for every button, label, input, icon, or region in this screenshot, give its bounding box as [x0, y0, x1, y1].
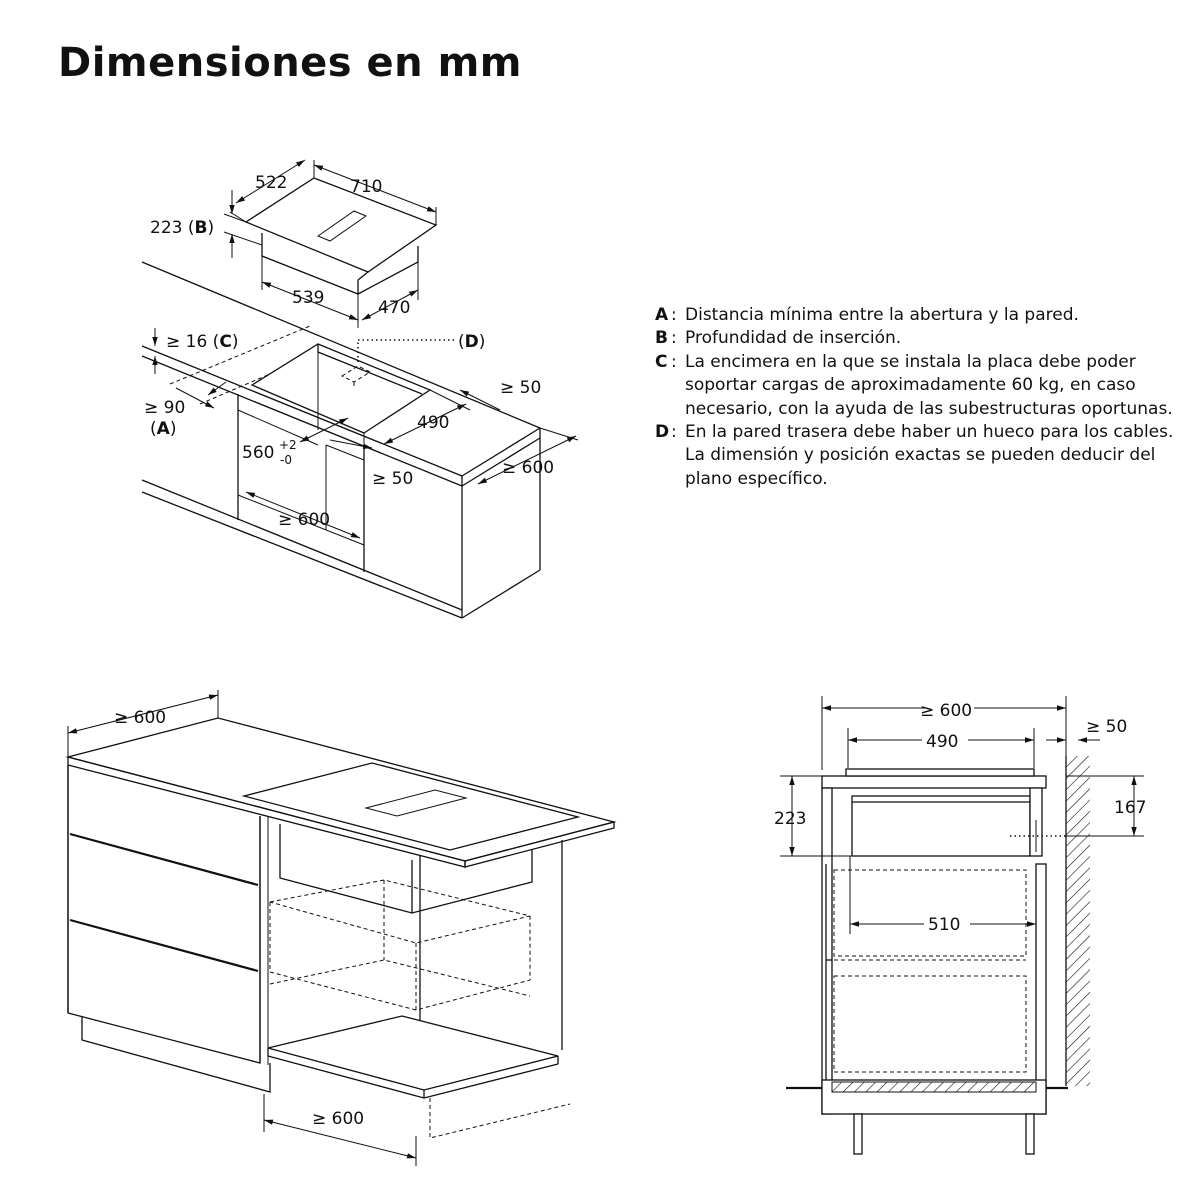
legend-text: Profundidad de inserción.: [685, 328, 902, 349]
label-a-close: ): [169, 419, 177, 439]
dim-600-right: ≥ 600: [502, 458, 555, 478]
label-d-open: (: [458, 332, 465, 352]
legend-item-c: [655, 351, 1175, 421]
island-installation-diagram: [68, 690, 614, 1166]
dim-522: 522: [255, 173, 288, 193]
legend-key: C: [655, 351, 668, 372]
label-c: C: [219, 332, 232, 352]
section-dim-167: 167: [1114, 798, 1147, 818]
label-a-open: (: [150, 419, 157, 439]
dim-539: 539: [292, 288, 325, 308]
section-dim-490: 490: [926, 732, 959, 752]
legend-item-a: [655, 304, 1175, 327]
label-d: D: [464, 332, 479, 352]
label-a-group: [150, 419, 176, 439]
page-title: Dimensiones en mm: [58, 40, 522, 86]
dim-560-tol-minus: -0: [280, 453, 292, 467]
legend-sep: :: [671, 422, 677, 443]
dim-600-bottom: ≥ 600: [278, 510, 331, 530]
dim-560-tol-plus: +2: [279, 438, 297, 452]
label-b: B: [194, 218, 208, 238]
section-dim-510: 510: [928, 915, 961, 935]
legend-text: En la pared trasera debe haber un hueco para los cables. La dimensión y posición exactas se pueden deducir del plano específico.: [685, 422, 1174, 489]
legend: [655, 304, 1175, 491]
dim-90: ≥ 90: [144, 398, 186, 418]
dim-223: 223 (: [150, 218, 195, 238]
legend-sep: :: [671, 351, 677, 372]
label-a: A: [156, 419, 170, 439]
section-dim-223: 223: [774, 809, 807, 829]
dim-490: 490: [417, 413, 450, 433]
legend-item-d: [655, 421, 1175, 491]
legend-text: Distancia mínima entre la abertura y la pared.: [685, 305, 1079, 325]
label-d-group: [458, 332, 485, 352]
countertop-cabinet-drawing: [142, 262, 578, 618]
dim-223-b: [150, 218, 214, 238]
island-dim-600-top: ≥ 600: [114, 708, 167, 728]
section-dim-600: ≥ 600: [920, 701, 973, 721]
legend-item-b: [655, 327, 1175, 350]
dim-223-close: ): [207, 218, 215, 238]
dim-560: 560: [242, 443, 275, 463]
legend-key: D: [655, 422, 670, 443]
dim-50-depth: ≥ 50: [372, 469, 414, 489]
legend-text: La encimera en la que se instala la placa debe poder soportar cargas de aproximadamente 60 kg, en caso necesario, con la ayuda de las subestructuras oportunas.: [685, 351, 1173, 419]
dim-16-c: [166, 332, 238, 352]
dim-16-close: ): [231, 332, 239, 352]
section-dim-50: ≥ 50: [1086, 717, 1128, 737]
side-section-diagram: [774, 696, 1146, 1154]
legend-sep: :: [671, 305, 677, 325]
legend-key: A: [655, 305, 669, 325]
label-d-close: ): [478, 332, 486, 352]
top-installation-diagram: [142, 160, 578, 618]
legend-sep: :: [671, 328, 677, 349]
island-dim-600-bottom: ≥ 600: [312, 1109, 365, 1129]
dim-50-right: ≥ 50: [500, 378, 542, 398]
dim-710: 710: [350, 177, 383, 197]
dim-470: 470: [378, 298, 411, 318]
legend-key: B: [655, 328, 668, 349]
dim-16: ≥ 16 (: [166, 332, 220, 352]
